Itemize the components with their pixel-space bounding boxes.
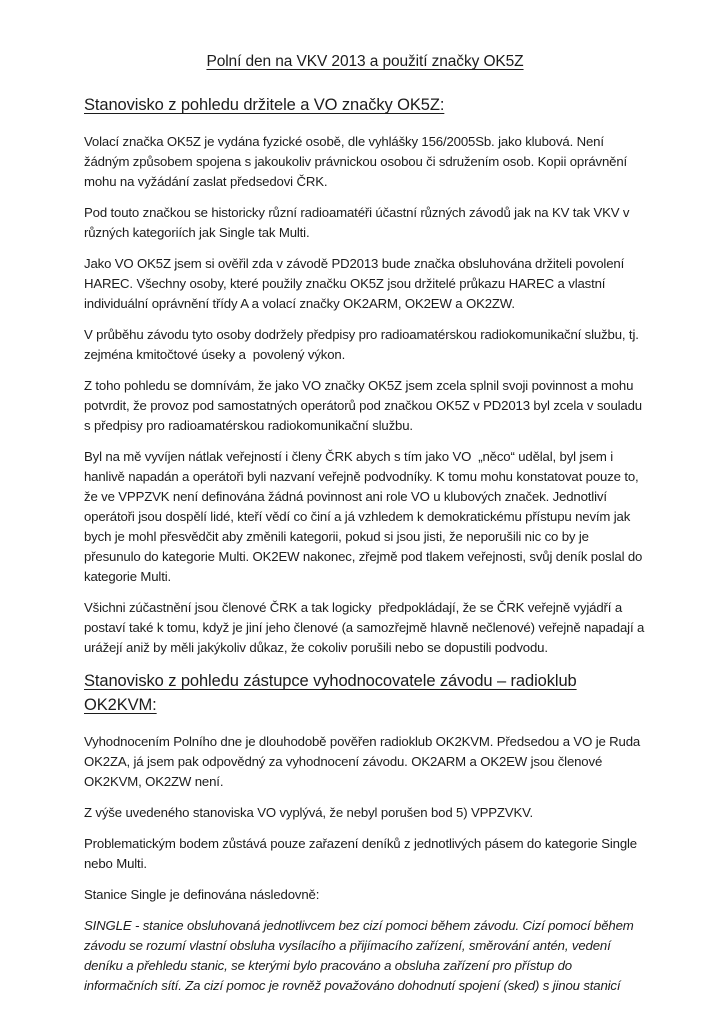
paragraph: Pod touto značkou se historicky různí radioamatéři účastní různých závodů jak na KV tak VKV v různých kategoriích jak Single tak Multi. (84, 205, 633, 240)
paragraph: Volací značka OK5Z je vydána fyzické osobě, dle vyhlášky 156/2005Sb. jako klubová. Není žádným způsobem spojena s jakoukoliv právnickou osobou či sdružením osob. Kopii oprávnění mohu na vyžádání zaslat předsedovi ČRK. (84, 134, 631, 189)
paragraph: Problematickým bodem zůstává pouze zařazení deníků z jednotlivých pásem do kategorie Single nebo Multi. (84, 836, 641, 871)
paragraph: Z výše uvedeného stanoviska VO vyplývá, že nebyl porušen bod 5) VPPZVKV. (84, 805, 534, 820)
paragraph-single-definition: SINGLE - stanice obsluhovaná jednotlivcem bez cizí pomoci během závodu. Cizí pomocí během závodu se rozumí vlastní obsluha vysílacího a přijímacího zařízení, směrování antén, vedení deníku a přehledu stanic, se kterými bylo pracováno a obsluha zařízení pro přístup do informačních sítí. Za cizí pomoc je rovněž považováno dohodnutí spojení (sked) s jinou stanicí (84, 918, 638, 993)
paragraph: Jako VO OK5Z jsem si ověřil zda v závodě PD2013 bude značka obsluhována držiteli povolení HAREC. Všechny osoby, které použily značku OK5Z jsou držitelé průkazu HAREC a vlastní individuální oprávnění třídy A a volací značky OK2ARM, OK2EW a OK2ZW. (84, 256, 628, 311)
paragraph: V průběhu závodu tyto osoby dodržely předpisy pro radioamatérskou radiokomunikační službu, tj. zejména kmitočtové úseky a povolený výkon. (84, 327, 643, 362)
paragraph: Byl na mě vyvíjen nátlak veřejností i členy ČRK abych s tím jako VO „něco“ udělal, byl jsem i hanlivě napadán a operátoři byli nazvaní veřejně podvodníky. K tomu mohu konstatovat pouze to, že ve VPPZVK není definována žádná povinnost ani role VO u klubových značek. Jednotliví operátoři jsou dospělí lidé, kteří vědí co činí a já vzhledem k demokratickému přístupu nevím jak bych je mohl přesvědčit aby změnili kategorii, pokud si jsou jisti, že neporušili nic co by je přesunulo do kategorie Multi. OK2EW nakonec, zřejmě pod tlakem veřejnosti, svůj deník poslal do kategorie Multi. (84, 449, 646, 584)
paragraph: Stanice Single je definována následovně: (84, 887, 320, 902)
paragraph: Vyhodnocením Polního dne je dlouhodobě pověřen radioklub OK2KVM. Předsedou a VO je Ruda OK2ZA, já jsem pak odpovědný za vyhodnocení závodu. OK2ARM a OK2EW jsou členové OK2KVM, OK2ZW není. (84, 734, 644, 789)
paragraph: Z toho pohledu se domnívám, že jako VO značky OK5Z jsem zcela splnil svoji povinnost a mohu potvrdit, že provoz pod samostatných operátorů pod značkou OK5Z v PD2013 byl zcela v souladu s předpisy pro radioamatérskou radiokomunikační službu. (84, 378, 646, 433)
paragraph: Všichni zúčastnění jsou členové ČRK a tak logicky předpokládají, že se ČRK veřejně vyjádří a postaví také k tomu, když je jiní jeho členové (a samozřejmě hlavně nečlenové) veřejně napadají a urážejí aniž by měli jakýkoliv důkaz, že cokoliv porušili nebo se dopustili podvodu. (84, 600, 648, 655)
section-heading-evaluator-statement: Stanovisko z pohledu zástupce vyhodnocovatele závodu – radioklub OK2KVM: (84, 672, 577, 714)
document-title: Polní den na VKV 2013 a použití značky OK5Z (206, 53, 524, 70)
section-heading-holder-statement: Stanovisko z pohledu držitele a VO značky OK5Z: (84, 96, 445, 114)
